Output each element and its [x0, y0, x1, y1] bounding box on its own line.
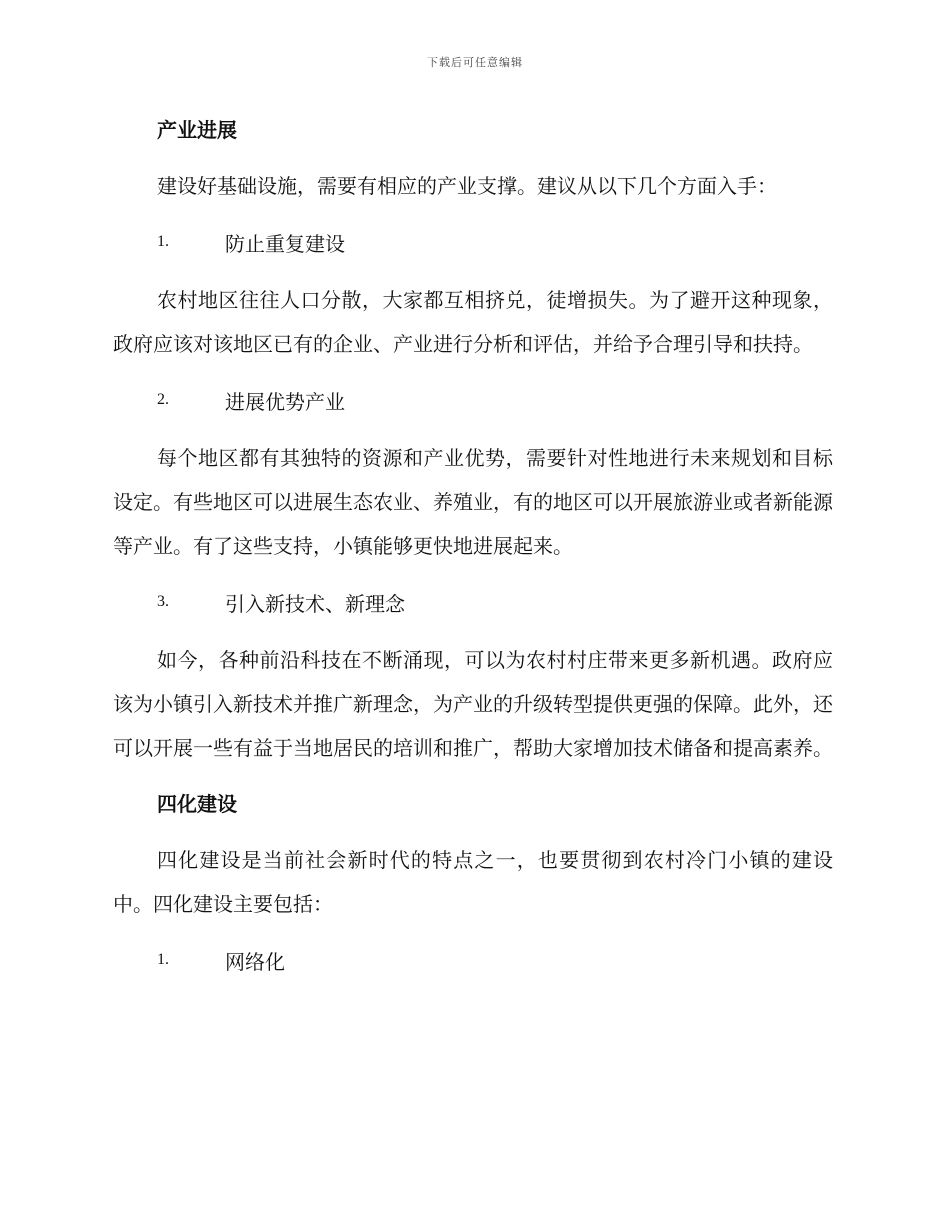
- list-item-network: [157, 940, 833, 980]
- section-heading-four-modernizations: 四化建设: [157, 792, 237, 816]
- list-number: 3.: [157, 593, 169, 610]
- list-item-2-paragraph: 每个地区都有其独特的资源和产业优势，需要针对性地进行未来规划和目标设定。有些地区可以进展生态农业、养殖业，有的地区可以开展旅游业或者新能源等产业。有了这些支持，小镇能够更快地进展起来。: [113, 446, 833, 558]
- list-number: 1.: [157, 951, 169, 968]
- list-item-2: [157, 380, 833, 420]
- list-number: 2.: [157, 391, 169, 408]
- section-heading-industry: 产业进展: [157, 118, 237, 142]
- list-title: 网络化: [225, 949, 285, 974]
- list-title: 防止重复建设: [225, 231, 345, 256]
- list-title: 进展优势产业: [225, 389, 345, 414]
- section-intro-four-modernizations: 四化建设是当前社会新时代的特点之一，也要贯彻到农村冷门小镇的建设中。四化建设主要包括：: [113, 848, 833, 916]
- list-item-1: [157, 222, 833, 262]
- list-item-3-paragraph: 如今，各种前沿科技在不断涌现，可以为农村村庄带来更多新机遇。政府应该为小镇引入新技术并推广新理念，为产业的升级转型提供更强的保障。此外，还可以开展一些有益于当地居民的培训和推广，帮助大家增加技术储备和提高素养。: [113, 648, 833, 760]
- list-item-1-paragraph: 农村地区往往人口分散，大家都互相挤兑，徒增损失。为了避开这种现象，政府应该对该地区已有的企业、产业进行分析和评估，并给予合理引导和扶持。: [113, 288, 833, 356]
- page-header-note: 下载后可任意编辑: [427, 56, 523, 69]
- list-title: 引入新技术、新理念: [225, 591, 405, 616]
- list-item-3: [157, 582, 833, 622]
- document-body: [113, 110, 833, 980]
- list-number: 1.: [157, 233, 169, 250]
- section-intro-industry: 建设好基础设施，需要有相应的产业支撑。建议从以下几个方面入手：: [157, 174, 777, 198]
